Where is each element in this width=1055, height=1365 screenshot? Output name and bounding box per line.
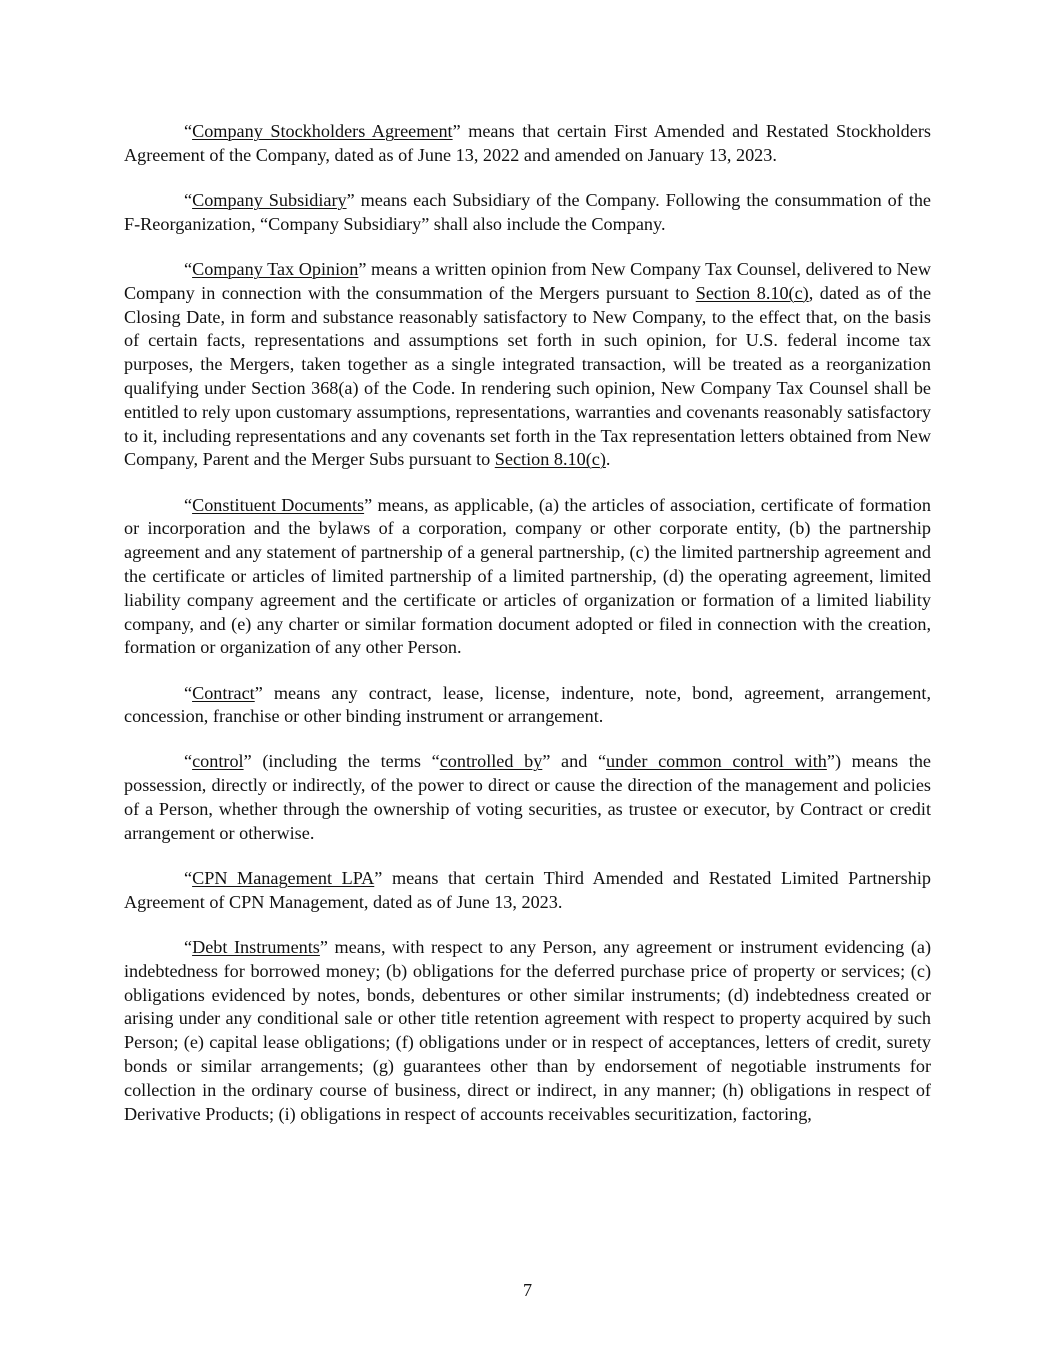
definition-text: ” means that certain Third Amended and Restated Limited Partnership Agreement of CPN Management, dated as of June 13, 2023.: [124, 868, 931, 912]
definition-text: ” means that certain First Amended and Restated Stockholders Agreement of the Company, dated as of June 13, 2022 and amended on January 13, 2023.: [124, 121, 931, 165]
defined-term: Section 8.10(c): [695, 282, 809, 303]
page-number: 7: [522, 1280, 533, 1300]
definition-text: “: [184, 258, 193, 279]
definition-text: “: [184, 682, 193, 703]
definition-text: ”) means the possession, directly or indirectly, of the power to direct or cause the direction of the management and policies of a Person, whether through the ownership of voting securities, as trustee or executor, by Contract or credit arrangement or otherwise.: [124, 751, 931, 843]
definition-paragraph: [124, 750, 931, 845]
definition-text: .: [605, 449, 611, 470]
defined-term: CPN Management LPA: [192, 868, 375, 889]
definition-text: “: [184, 937, 193, 958]
definition-text: ” means, as applicable, (a) the articles of association, certificate of formation or incorporation and the bylaws of a corporation, company or other corporate entity, (b) the partnership agreement and any statement of partnership of a general partnership, (c) the limited partnership agreement and the certificate or articles of limited partnership of a limited partnership, (d) the operating agreement, limited liability company agreement and the certificate or articles of organization or formation of a limited liability company, and (e) any charter or similar formation document adopted or filed in connection with the creation, formation or organization of any other Person.: [124, 494, 931, 658]
defined-term: Contract: [192, 682, 255, 703]
document-page: [124, 120, 931, 1148]
definition-paragraph: [124, 494, 931, 661]
definition-text: “: [184, 751, 193, 772]
definition-text: “: [184, 121, 193, 141]
definition-paragraph: [124, 120, 931, 168]
definition-paragraph: [124, 867, 931, 915]
defined-term: under common control with: [606, 751, 827, 772]
defined-term: Constituent Documents: [192, 494, 365, 515]
definition-text: ” means a written opinion from New Company Tax Counsel, delivered to New Company in connection with the consummation of the Mergers pursuant to: [124, 258, 931, 303]
definition-text: ” and “: [542, 751, 607, 772]
definition-text: “: [184, 494, 193, 515]
definition-paragraph: [124, 936, 931, 1126]
defined-term: control: [192, 751, 244, 772]
definition-text: ” means any contract, lease, license, indenture, note, bond, agreement, arrangement, concession, franchise or other binding instrument or arrangement.: [124, 682, 931, 727]
defined-term: controlled by: [439, 751, 543, 772]
defined-term: Company Tax Opinion: [192, 258, 359, 279]
definition-text: “: [184, 189, 193, 210]
definition-paragraph: [124, 682, 931, 730]
definition-text: ” means each Subsidiary of the Company. Following the consummation of the F-Reorganization, “Company Subsidiary” shall also include the Company.: [124, 189, 931, 234]
definition-text: , dated as of the Closing Date, in form and substance reasonably satisfactory to New Company, to the effect that, on the basis of certain facts, representations and assumptions set forth in such opinion, for U.S. federal income tax purposes, the Mergers, taken together as a single integrated transaction, will be treated as a reorganization qualifying under Section 368(a) of the Code. In rendering such opinion, New Company Tax Counsel shall be entitled to rely upon customary assumptions, representations, warranties and covenants reasonably satisfactory to it, including representations and any covenants set forth in the Tax representation letters obtained from New Company, Parent and the Merger Subs pursuant to: [124, 282, 932, 470]
definition-text: ” means, with respect to any Person, any agreement or instrument evidencing (a) indebtedness for borrowed money; (b) obligations for the deferred purchase price of property or services; (c) obligations evidenced by notes, bonds, debentures or other similar instruments; (d) indebtedness created or arising under any conditional sale or other title retention agreement with respect to property acquired by such Person; (e) capital lease obligations; (f) obligations under or in respect of acceptances, letters of credit, surety bonds or similar arrangements; (g) guarantees other than by endorsement of negotiable instruments for collection in the ordinary course of business, direct or indirect, in any manner; (h) obligations in respect of Derivative Products; (i) obligations in respect of accounts receivables securitization, factoring,: [124, 937, 932, 1124]
definition-text: “: [184, 868, 193, 889]
defined-term: Section 8.10(c): [494, 449, 606, 470]
defined-term: Company Subsidiary: [192, 189, 347, 210]
definition-paragraph: [124, 258, 931, 472]
definition-text: ” (including the terms “: [243, 751, 440, 772]
definition-paragraph: [124, 189, 931, 237]
defined-term: Company Stockholders Agreement: [192, 121, 453, 141]
defined-term: Debt Instruments: [192, 937, 320, 958]
